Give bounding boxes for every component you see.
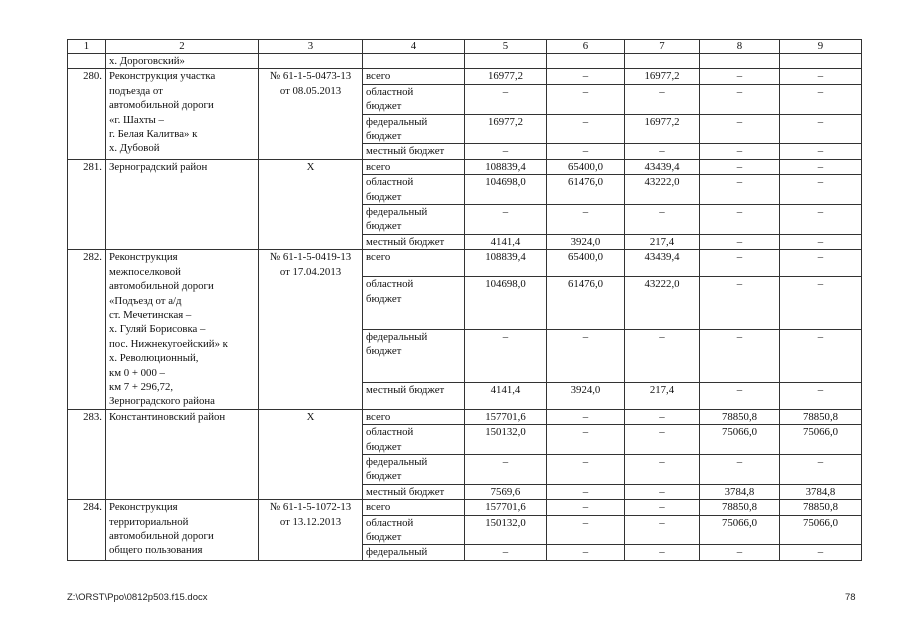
value-cell: –	[625, 545, 700, 560]
object-name-line: «Подъезд от а/д	[109, 294, 182, 307]
object-name-line: автомобильной дороги	[109, 280, 214, 293]
object-name-line: Зерноградский район	[109, 160, 208, 173]
value-cell: 3784,8	[700, 484, 780, 499]
funding-source	[363, 515, 465, 545]
object-name	[106, 250, 259, 409]
document-number	[259, 409, 363, 499]
value-cell: 16977,2	[465, 69, 547, 84]
object-name	[106, 159, 259, 249]
value-cell: 61476,0	[547, 277, 625, 330]
document-number	[259, 69, 363, 159]
object-name	[106, 69, 259, 159]
funding-source	[363, 484, 465, 499]
object-name-line: Зерноградского района	[109, 395, 215, 408]
cell-empty	[780, 54, 862, 69]
value-cell: –	[700, 330, 780, 383]
document-line: от 08.05.2013	[279, 84, 342, 97]
document-number	[259, 159, 363, 249]
value-cell: –	[700, 159, 780, 174]
row-number: 284.	[68, 500, 106, 561]
document-line: от 17.04.2013	[279, 265, 342, 278]
value-cell: –	[780, 114, 862, 144]
object-name-line: общего пользования	[109, 544, 203, 557]
value-cell: 78850,8	[780, 500, 862, 515]
value-cell: –	[547, 114, 625, 144]
table-row	[68, 69, 862, 84]
funding-source-line: бюджет	[366, 531, 402, 543]
funding-source-line: всего	[366, 410, 391, 423]
value-cell: –	[465, 144, 547, 159]
funding-source-line: бюджет	[366, 470, 402, 483]
value-cell: 16977,2	[465, 114, 547, 144]
funding-source-line: бюджет	[366, 190, 402, 203]
document-line: от 13.12.2013	[279, 515, 342, 528]
value-cell: 65400,0	[547, 250, 625, 277]
funding-source-line: областной	[366, 85, 414, 98]
value-cell: –	[625, 330, 700, 383]
value-cell: –	[465, 205, 547, 235]
value-cell: 157701,6	[465, 409, 547, 424]
object-name-line: межпоселковой	[109, 265, 181, 278]
funding-source-line: всего	[366, 160, 391, 173]
value-cell: 150132,0	[465, 515, 547, 545]
value-cell: 78850,8	[700, 500, 780, 515]
value-cell: –	[700, 545, 780, 560]
value-cell: –	[625, 484, 700, 499]
file-path: Z:\ORST\Ppo\0812p503.f15.docx	[67, 592, 208, 603]
funding-source-line: федеральный	[366, 206, 428, 219]
value-cell: –	[780, 250, 862, 277]
value-cell: 75066,0	[700, 425, 780, 455]
cell-empty	[547, 54, 625, 69]
funding-source-line: всего	[366, 251, 391, 264]
object-name-line: автомобильной дороги	[109, 530, 214, 542]
value-cell: –	[547, 69, 625, 84]
value-cell: –	[700, 234, 780, 249]
funding-source-line: всего	[366, 70, 391, 83]
funding-source-line: бюджет	[366, 130, 402, 143]
continuation-row	[68, 54, 862, 69]
value-cell: 43222,0	[625, 277, 700, 330]
object-name-line: Реконструкция	[109, 251, 178, 264]
value-cell: 4141,4	[465, 382, 547, 409]
value-cell: –	[547, 500, 625, 515]
funding-source-line: федеральный	[366, 331, 428, 343]
column-number: 8	[700, 40, 780, 54]
cell-empty	[363, 54, 465, 69]
header-row	[68, 40, 862, 54]
value-cell: 78850,8	[700, 409, 780, 424]
value-cell: –	[547, 454, 625, 484]
funding-source	[363, 545, 465, 560]
object-name-line: Константиновский район	[109, 410, 226, 423]
funding-source-line: местный бюджет	[366, 235, 445, 248]
funding-source-line: бюджет	[366, 440, 402, 453]
value-cell: 108839,4	[465, 159, 547, 174]
object-name	[106, 500, 259, 561]
row-number: 282.	[68, 250, 106, 409]
funding-source-line: областной	[366, 426, 414, 439]
object-name-line: ст. Мечетинская –	[109, 308, 192, 321]
value-cell: –	[780, 144, 862, 159]
funding-source-line: бюджет	[366, 220, 402, 233]
value-cell: 108839,4	[465, 250, 547, 277]
value-cell: –	[700, 277, 780, 330]
column-number: 2	[106, 40, 259, 54]
funding-source-line: всего	[366, 501, 391, 514]
object-name-line: подъезда от	[109, 84, 163, 97]
cell-empty	[700, 54, 780, 69]
funding-source	[363, 454, 465, 484]
value-cell: –	[780, 545, 862, 560]
value-cell: –	[547, 425, 625, 455]
budget-table	[67, 39, 862, 561]
value-cell: 75066,0	[780, 515, 862, 545]
value-cell: 43439,4	[625, 159, 700, 174]
value-cell: –	[625, 409, 700, 424]
value-cell: 217,4	[625, 382, 700, 409]
document-number	[259, 500, 363, 561]
document-line: Х	[306, 160, 315, 173]
value-cell: –	[700, 144, 780, 159]
value-cell: –	[625, 425, 700, 455]
value-cell: –	[465, 454, 547, 484]
object-name-line: х. Дубовой	[109, 142, 160, 155]
value-cell: –	[700, 454, 780, 484]
value-cell: 16977,2	[625, 114, 700, 144]
value-cell: –	[780, 382, 862, 409]
funding-source	[363, 500, 465, 515]
value-cell: –	[700, 250, 780, 277]
object-name-line: х. Революционный,	[109, 352, 199, 365]
value-cell: 43439,4	[625, 250, 700, 277]
table-body	[68, 40, 862, 561]
table-row	[68, 250, 862, 277]
table-row	[68, 159, 862, 174]
value-cell: –	[780, 84, 862, 114]
object-name-line: Реконструкция участка	[109, 70, 216, 83]
value-cell: –	[700, 175, 780, 205]
funding-source	[363, 144, 465, 159]
value-cell: –	[465, 545, 547, 560]
value-cell: 75066,0	[780, 425, 862, 455]
value-cell: –	[780, 205, 862, 235]
cell-empty	[68, 54, 106, 69]
funding-source	[363, 84, 465, 114]
funding-source	[363, 425, 465, 455]
object-name-line: «г. Шахты –	[109, 113, 164, 126]
column-number: 1	[68, 40, 106, 54]
funding-source	[363, 277, 465, 330]
object-name	[106, 409, 259, 499]
value-cell: 65400,0	[547, 159, 625, 174]
funding-source-line: федеральный	[366, 455, 428, 468]
cell-empty	[259, 54, 363, 69]
value-cell: –	[547, 144, 625, 159]
value-cell: –	[700, 69, 780, 84]
column-number: 9	[780, 40, 862, 54]
value-cell: 157701,6	[465, 500, 547, 515]
value-cell: –	[780, 277, 862, 330]
cell-empty	[625, 54, 700, 69]
object-name-line: автомобильной дороги	[109, 99, 214, 112]
object-name-line: х. Гуляй Борисовка –	[109, 323, 206, 336]
value-cell: 104698,0	[465, 175, 547, 205]
funding-source	[363, 409, 465, 424]
funding-source-line: местный бюджет	[366, 485, 445, 498]
document-line: № 61-1-5-1072-13	[269, 501, 352, 514]
value-cell: –	[780, 69, 862, 84]
value-cell: –	[780, 330, 862, 383]
object-name-line: км 7 + 296,72,	[109, 380, 174, 393]
value-cell: –	[547, 84, 625, 114]
value-cell: 3924,0	[547, 382, 625, 409]
funding-source	[363, 205, 465, 235]
funding-source-line: бюджет	[366, 345, 402, 358]
value-cell: –	[780, 234, 862, 249]
column-number: 3	[259, 40, 363, 54]
funding-source	[363, 159, 465, 174]
funding-source	[363, 234, 465, 249]
funding-source-line: областной	[366, 516, 414, 529]
object-name-line: территориальной	[109, 515, 189, 528]
value-cell: 78850,8	[780, 409, 862, 424]
object-name-line: г. Белая Калитва» к	[109, 128, 198, 141]
object-name-line: пос. Нижнекугоейский» к	[109, 337, 228, 350]
funding-source-line: бюджет	[366, 100, 402, 113]
funding-source	[363, 69, 465, 84]
column-number: 5	[465, 40, 547, 54]
value-cell: 3924,0	[547, 234, 625, 249]
continuation-text: х. Дороговский»	[106, 54, 259, 69]
value-cell: 150132,0	[465, 425, 547, 455]
value-cell: –	[547, 484, 625, 499]
value-cell: –	[465, 84, 547, 114]
column-number: 4	[363, 40, 465, 54]
row-number: 280.	[68, 69, 106, 159]
value-cell: –	[547, 409, 625, 424]
page-number: 78	[845, 592, 856, 603]
value-cell: 104698,0	[465, 277, 547, 330]
value-cell: 43222,0	[625, 175, 700, 205]
value-cell: –	[547, 515, 625, 545]
value-cell: –	[547, 205, 625, 235]
value-cell: –	[700, 114, 780, 144]
value-cell: –	[780, 454, 862, 484]
funding-source-line: местный бюджет	[366, 383, 445, 396]
funding-source	[363, 250, 465, 277]
funding-source-line: бюджет	[366, 292, 402, 305]
value-cell: –	[465, 330, 547, 383]
funding-source	[363, 330, 465, 383]
value-cell: –	[625, 454, 700, 484]
document-line: № 61-1-5-0473-13	[269, 70, 352, 83]
cell-empty	[465, 54, 547, 69]
value-cell: –	[625, 500, 700, 515]
value-cell: –	[700, 382, 780, 409]
funding-source	[363, 175, 465, 205]
funding-source-line: федеральный	[366, 115, 428, 128]
object-name-line: Реконструкция	[109, 501, 178, 514]
table-row	[68, 500, 862, 515]
row-number: 283.	[68, 409, 106, 499]
value-cell: 4141,4	[465, 234, 547, 249]
row-number: 281.	[68, 159, 106, 249]
value-cell: –	[625, 515, 700, 545]
funding-source-line: местный бюджет	[366, 145, 445, 158]
funding-source-line: областной	[366, 278, 414, 291]
document-line: № 61-1-5-0419-13	[269, 251, 352, 264]
table-row	[68, 409, 862, 424]
value-cell: –	[625, 205, 700, 235]
funding-source	[363, 382, 465, 409]
column-number: 6	[547, 40, 625, 54]
value-cell: –	[780, 159, 862, 174]
document-line: Х	[306, 410, 315, 423]
value-cell: –	[625, 144, 700, 159]
value-cell: 217,4	[625, 234, 700, 249]
value-cell: –	[625, 84, 700, 114]
funding-source-line: областной	[366, 176, 414, 189]
value-cell: –	[547, 330, 625, 383]
funding-source-line: федеральный	[366, 546, 428, 559]
value-cell: –	[547, 545, 625, 560]
value-cell: 61476,0	[547, 175, 625, 205]
value-cell: 75066,0	[700, 515, 780, 545]
value-cell: 16977,2	[625, 69, 700, 84]
value-cell: –	[700, 205, 780, 235]
value-cell: –	[700, 84, 780, 114]
value-cell: 3784,8	[780, 484, 862, 499]
funding-source	[363, 114, 465, 144]
value-cell: 7569,6	[465, 484, 547, 499]
column-number: 7	[625, 40, 700, 54]
document-number	[259, 250, 363, 409]
object-name-line: км 0 + 000 –	[109, 366, 165, 379]
value-cell: –	[780, 175, 862, 205]
